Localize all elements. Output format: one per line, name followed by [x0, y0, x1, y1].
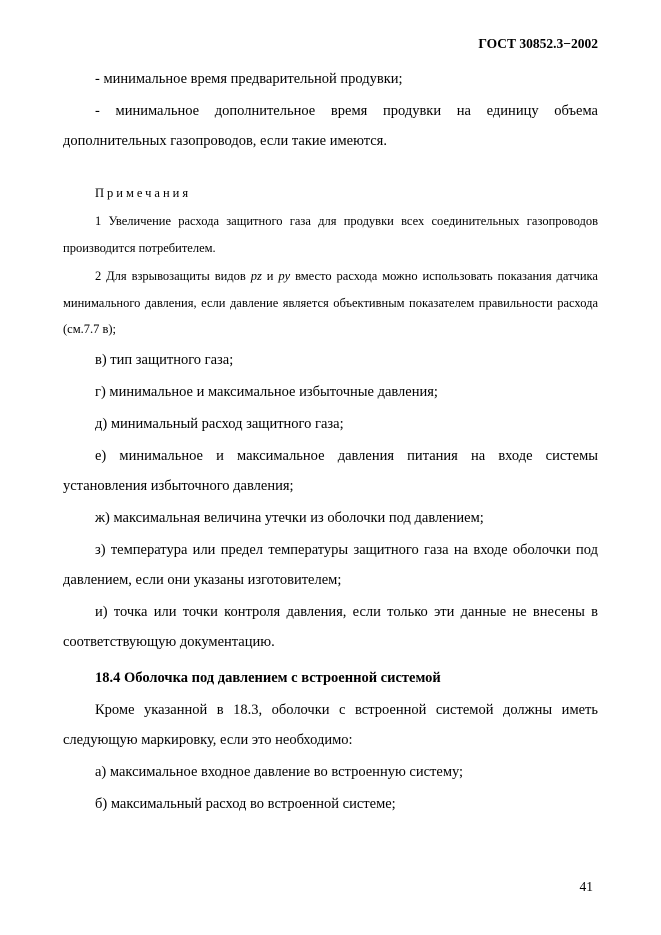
- list-item-i: и) точка или точки контроля давления, если только эти данные не внесены в соответствующую документацию.: [63, 603, 598, 650]
- note-1: 1 Увеличение расхода защитного газа для продувки всех соединительных газопроводов производится потребителем.: [63, 214, 598, 255]
- list-item-e: е) минимальное и максимальное давления питания на входе системы установления избыточного давления;: [63, 447, 598, 494]
- note-2-text-post: вместо расхода можно использовать показания датчика минимального давления, если давление является объективным показателем правильности расхода (см.7.7 в);: [63, 269, 598, 336]
- paragraph-krome: Кроме указанной в 18.3, оболочки с встроенной системой должны иметь следующую маркировку, если это необходимо:: [63, 701, 598, 748]
- paragraph-purge-time: - минимальное время предварительной продувки;: [95, 71, 403, 87]
- note-2-text-and: и: [261, 269, 279, 283]
- list-item-b: б) максимальный расход во встроенной системе;: [95, 795, 396, 812]
- page-number: 41: [579, 879, 593, 894]
- list-item-z: з) температура или предел температуры защитного газа на входе оболочки под давлением, если они указаны изготовителем;: [63, 541, 598, 588]
- note-2-py-symbol: py: [278, 269, 291, 283]
- section-heading-18-4: 18.4 Оболочка под давлением с встроенной системой: [95, 669, 441, 686]
- note-2-text-pre: 2 Для взрывозащиты видов: [95, 269, 251, 283]
- page-header: [63, 36, 598, 52]
- notes-title: Примечания: [95, 186, 192, 200]
- list-item-d: д) минимальный расход защитного газа;: [95, 415, 344, 432]
- list-item-a: а) максимальное входное давление во встроенную систему;: [95, 763, 464, 780]
- list-item-v: в) тип защитного газа;: [95, 351, 234, 368]
- note-2-pz-symbol: pz: [250, 269, 262, 283]
- standard-number: ГОСТ 30852.3−2002: [478, 36, 598, 51]
- list-item-g: г) минимальное и максимальное избыточные давления;: [95, 383, 438, 400]
- list-item-zh: ж) максимальная величина утечки из оболочки под давлением;: [95, 509, 484, 526]
- paragraph-additional-purge-time: - минимальное дополнительное время продувки на единицу объема дополнительных газопроводов, если такие имеются.: [63, 103, 598, 149]
- note-2: [63, 263, 598, 343]
